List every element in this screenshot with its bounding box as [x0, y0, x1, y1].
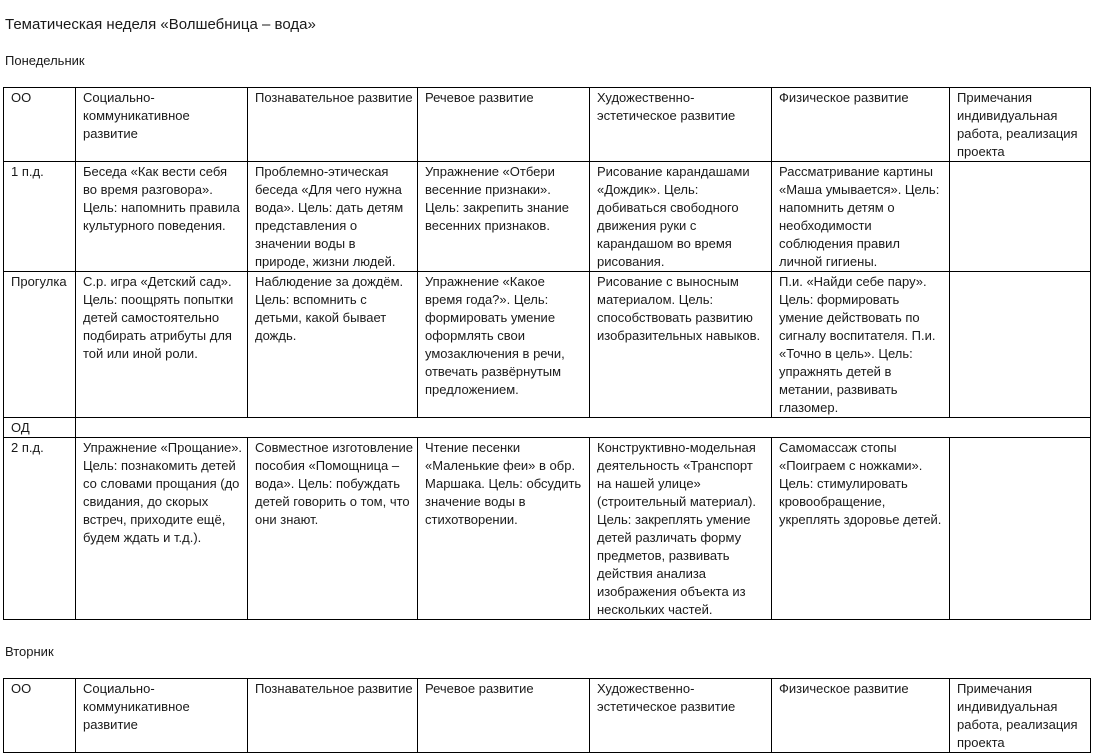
header-cell-physical: Физическое развитие	[772, 679, 950, 753]
day-heading-tuesday: Вторник	[5, 644, 54, 659]
table-row	[4, 272, 1091, 418]
table-cell: Самомассаж стопы «Поиграем с ножками». Цель: стимулировать кровообращение, укреплять здоровье детей.	[772, 438, 950, 620]
day-heading-monday: Понедельник	[5, 53, 85, 68]
document-title: Тематическая неделя «Волшебница – вода»	[5, 16, 316, 33]
table-cell: Конструктивно-модельная деятельность «Транспорт на нашей улице» (строительный материал). Цель: закреплять умение детей различать форму предметов, развивать действия анализа изображения объекта из нескольких частей.	[590, 438, 772, 620]
table-cell: Наблюдение за дождём. Цель: вспомнить с детьми, какой бывает дождь.	[248, 272, 418, 418]
tuesday-plan-table	[3, 678, 1091, 753]
table-row	[4, 162, 1091, 272]
table-cell: Совместное изготовление пособия «Помощница – вода». Цель: побуждать детей говорить о том, что они знают.	[248, 438, 418, 620]
monday-plan-table	[3, 87, 1091, 620]
row-label: 2 п.д.	[4, 438, 76, 620]
row-label: ОД	[4, 418, 76, 438]
table-cell: Упражнение «Какое время года?». Цель: формировать умение оформлять свои умозаключения в речи, отвечать развёрнутым предложением.	[418, 272, 590, 418]
table-header-row	[4, 679, 1091, 753]
table-cell	[950, 272, 1091, 418]
header-cell-oo: ОО	[4, 679, 76, 753]
table-cell: Упражнение «Отбери весенние признаки». Цель: закрепить знание весенних признаков.	[418, 162, 590, 272]
table-cell	[950, 438, 1091, 620]
header-cell-social: Социально-коммуникативное развитие	[76, 88, 248, 162]
row-label: 1 п.д.	[4, 162, 76, 272]
header-cell-social: Социально-коммуникативное развитие	[76, 679, 248, 753]
table-cell: Рассматривание картины «Маша умывается». Цель: напомнить детям о необходимости соблюдения правил личной гигиены.	[772, 162, 950, 272]
table-cell	[950, 162, 1091, 272]
header-cell-speech: Речевое развитие	[418, 679, 590, 753]
header-cell-artistic: Художественно-эстетическое развитие	[590, 88, 772, 162]
header-cell-oo: ОО	[4, 88, 76, 162]
table-cell: Чтение песенки «Маленькие феи» в обр. Маршака. Цель: обсудить значение воды в стихотворении.	[418, 438, 590, 620]
table-cell: Проблемно-этическая беседа «Для чего нужна вода». Цель: дать детям представления о значении воды в природе, жизни людей.	[248, 162, 418, 272]
table-header-row	[4, 88, 1091, 162]
table-cell	[76, 418, 1091, 438]
header-cell-artistic: Художественно-эстетическое развитие	[590, 679, 772, 753]
header-cell-notes: Примечания индивидуальная работа, реализация проекта	[950, 679, 1091, 753]
header-cell-cognitive: Познавательное развитие	[248, 679, 418, 753]
table-cell: Упражнение «Прощание». Цель: познакомить детей со словами прощания (до свидания, до скорых встреч, приходите ещё, будем ждать и т.д.).	[76, 438, 248, 620]
header-cell-cognitive: Познавательное развитие	[248, 88, 418, 162]
header-cell-physical: Физическое развитие	[772, 88, 950, 162]
row-label: Прогулка	[4, 272, 76, 418]
table-cell: С.р. игра «Детский сад». Цель: поощрять попытки детей самостоятельно подбирать атрибуты для той или иной роли.	[76, 272, 248, 418]
table-cell: Рисование карандашами «Дождик». Цель: добиваться свободного движения руки с карандашом во время рисования.	[590, 162, 772, 272]
table-cell: Рисование с выносным материалом. Цель: способствовать развитию изобразительных навыков.	[590, 272, 772, 418]
table-cell: П.и. «Найди себе пару». Цель: формировать умение действовать по сигналу воспитателя. П.и. «Точно в цель». Цель: упражнять детей в метании, развивать глазомер.	[772, 272, 950, 418]
table-cell: Беседа «Как вести себя во время разговора». Цель: напомнить правила культурного поведения.	[76, 162, 248, 272]
table-row	[4, 418, 1091, 438]
table-row	[4, 438, 1091, 620]
header-cell-notes: Примечания индивидуальная работа, реализация проекта	[950, 88, 1091, 162]
header-cell-speech: Речевое развитие	[418, 88, 590, 162]
